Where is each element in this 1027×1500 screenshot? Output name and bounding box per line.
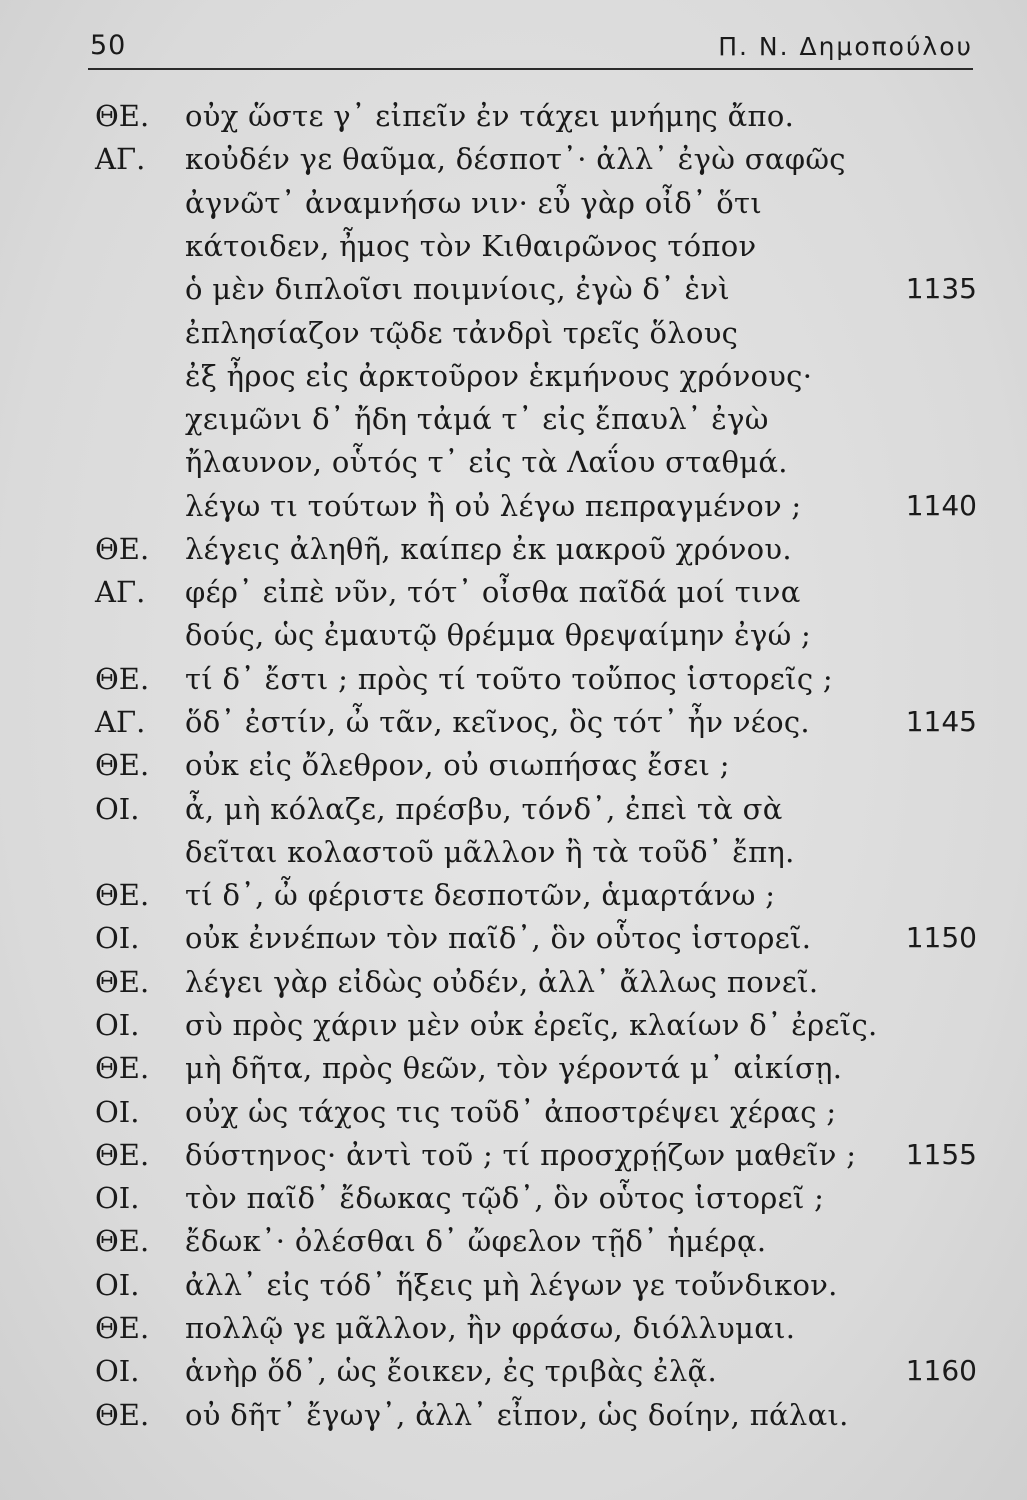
verse-text-line: χειμῶνι δ᾽ ἤδη τἀμά τ᾽ εἰς ἔπαυλ᾽ ἐγὼ [185, 402, 769, 436]
speaker-label: ΘΕ. [95, 1311, 150, 1345]
verse-text-line: τί δ᾽ ἔστι ; πρὸς τί τοῦτο τοὔπος ἱστορεῖς ; [185, 662, 833, 696]
verse-text-line: ἔδωκ᾽· ὀλέσθαι δ᾽ ὤφελον τῇδ᾽ ἡμέρᾳ. [185, 1224, 767, 1258]
verse-line [0, 571, 1027, 613]
verse-text-line: δούς, ὡς ἐμαυτῷ θρέμμα θρεψαίμην ἐγώ ; [185, 618, 812, 652]
verse-text-line: οὐκ εἰς ὄλεθρον, οὐ σιωπήσας ἔσει ; [185, 748, 730, 782]
verse-text-line: λέγει γὰρ εἰδὼς οὐδέν, ἀλλ᾽ ἄλλως πονεῖ. [185, 965, 819, 999]
verse-line [0, 874, 1027, 916]
verse-line [0, 1047, 1027, 1089]
verse-text-line: ἀλλ᾽ εἰς τόδ᾽ ἥξεις μὴ λέγων γε τοὔνδικον. [185, 1268, 838, 1302]
verse-line [0, 658, 1027, 700]
verse-text-line: οὐ δῆτ᾽ ἔγωγ᾽, ἀλλ᾽ εἶπον, ὡς δοίην, πάλαι. [185, 1398, 849, 1432]
speaker-label: ΘΕ. [95, 1051, 150, 1085]
verse-text-line: τί δ᾽, ὦ φέριστε δεσποτῶν, ἁμαρτάνω ; [185, 878, 776, 912]
verse-text-line: λέγω τι τούτων ἢ οὐ λέγω πεπραγμένον ; [185, 489, 802, 523]
speaker-label: ΟΙ. [95, 1008, 140, 1042]
verse-line [0, 441, 1027, 483]
verse-text-line: ἐξ ἦρος εἰς ἀρκτοῦρον ἑκμήνους χρόνους· [185, 359, 813, 393]
verse-line [0, 1091, 1027, 1133]
verse-line [0, 95, 1027, 137]
running-head: Π. Ν. Δημοπούλου [718, 32, 973, 61]
verse-text-line: ἤλαυνον, οὗτός τ᾽ εἰς τὰ Λαΐου σταθμά. [185, 445, 788, 479]
verse-line [0, 268, 1027, 310]
speaker-label: ΘΕ. [95, 748, 150, 782]
verse-text-line: ἐπλησίαζον τῷδε τἀνδρὶ τρεῖς ὅλους [185, 316, 739, 350]
speaker-label: ΘΕ. [95, 965, 150, 999]
verse-text-line: ὁ μὲν διπλοῖσι ποιμνίοις, ἐγὼ δ᾽ ἑνὶ [185, 272, 730, 306]
verse-text-line: ἀγνῶτ᾽ ἀναμνήσω νιν· εὖ γὰρ οἶδ᾽ ὅτι [185, 186, 763, 220]
verse-line [0, 788, 1027, 830]
verse-line [0, 831, 1027, 873]
speaker-label: ΑΓ. [95, 142, 146, 176]
speaker-label: ΟΙ. [95, 921, 140, 955]
line-number: 1140 [905, 489, 977, 522]
speaker-label: ΘΕ. [95, 99, 150, 133]
speaker-label: ΘΕ. [95, 1398, 150, 1432]
verse-line [0, 1004, 1027, 1046]
verse-text-line: οὐχ ὡς τάχος τις τοῦδ᾽ ἀποστρέψει χέρας ; [185, 1095, 837, 1129]
verse-line [0, 355, 1027, 397]
verse-line [0, 614, 1027, 656]
speaker-label: ΟΙ. [95, 1268, 140, 1302]
verse-text-line: κάτοιδεν, ἦμος τὸν Κιθαιρῶνος τόπον [185, 229, 757, 263]
speaker-label: ΘΕ. [95, 532, 150, 566]
verse-line [0, 1350, 1027, 1392]
verse-text-line: λέγεις ἀληθῆ, καίπερ ἐκ μακροῦ χρόνου. [185, 532, 792, 566]
line-number: 1135 [905, 272, 977, 305]
speaker-label: ΘΕ. [95, 662, 150, 696]
verse-text-line: σὺ πρὸς χάριν μὲν οὐκ ἐρεῖς, κλαίων δ᾽ ἐρεῖς. [185, 1008, 878, 1042]
verse-line [0, 961, 1027, 1003]
verse-line [0, 138, 1027, 180]
verse-line [0, 398, 1027, 440]
verse-text-line: μὴ δῆτα, πρὸς θεῶν, τὸν γέροντά μ᾽ αἰκίσῃ. [185, 1051, 843, 1085]
verse-line [0, 1307, 1027, 1349]
speaker-label: ΟΙ. [95, 1181, 140, 1215]
speaker-label: ΑΓ. [95, 705, 146, 739]
verse-line [0, 312, 1027, 354]
verse-text-line: κοὐδέν γε θαῦμα, δέσποτ᾽· ἀλλ᾽ ἐγὼ σαφῶς [185, 142, 846, 176]
line-number: 1160 [905, 1354, 977, 1387]
verse-text-line: ἆ, μὴ κόλαζε, πρέσβυ, τόνδ᾽, ἐπεὶ τὰ σὰ [185, 792, 783, 826]
line-number: 1150 [905, 921, 977, 954]
line-number: 1145 [905, 705, 977, 738]
verse-line [0, 485, 1027, 527]
verse-text-line: ἁνὴρ ὅδ᾽, ὡς ἔοικεν, ἐς τριβὰς ἐλᾷ. [185, 1354, 717, 1388]
verse-text-line: οὐκ ἐννέπων τὸν παῖδ᾽, ὃν οὗτος ἱστορεῖ. [185, 921, 812, 955]
verse-text-line: πολλῷ γε μᾶλλον, ἢν φράσω, διόλλυμαι. [185, 1311, 796, 1345]
speaker-label: ΟΙ. [95, 1354, 140, 1388]
verse-text-line: τὸν παῖδ᾽ ἔδωκας τῷδ᾽, ὃν οὗτος ἱστορεῖ ; [185, 1181, 825, 1215]
speaker-label: ΟΙ. [95, 1095, 140, 1129]
line-number: 1155 [905, 1138, 977, 1171]
speaker-label: ΘΕ. [95, 1224, 150, 1258]
verse-line [0, 917, 1027, 959]
speaker-label: ΑΓ. [95, 575, 146, 609]
verse-line [0, 225, 1027, 267]
verse-line [0, 744, 1027, 786]
verse-line [0, 1134, 1027, 1176]
speaker-label: ΟΙ. [95, 792, 140, 826]
page-number: 50 [90, 30, 127, 61]
verse-line [0, 701, 1027, 743]
verse-line [0, 182, 1027, 224]
verse-text-line: δεῖται κολαστοῦ μᾶλλον ἢ τὰ τοῦδ᾽ ἔπη. [185, 835, 795, 869]
verse-text-line: φέρ᾽ εἰπὲ νῦν, τότ᾽ οἶσθα παῖδά μοί τινα [185, 575, 801, 609]
verse-line [0, 1394, 1027, 1436]
verse-text-line: ὅδ᾽ ἐστίν, ὦ τᾶν, κεῖνος, ὃς τότ᾽ ἦν νέος. [185, 705, 810, 739]
verse-line [0, 1220, 1027, 1262]
verse-text-line: οὐχ ὥστε γ᾽ εἰπεῖν ἐν τάχει μνήμης ἄπο. [185, 99, 795, 133]
verse-line [0, 528, 1027, 570]
speaker-label: ΘΕ. [95, 1138, 150, 1172]
verse-text-line: δύστηνος· ἀντὶ τοῦ ; τί προσχρῄζων μαθεῖν ; [185, 1138, 857, 1172]
verse-line [0, 1177, 1027, 1219]
verse-line [0, 1264, 1027, 1306]
speaker-label: ΘΕ. [95, 878, 150, 912]
